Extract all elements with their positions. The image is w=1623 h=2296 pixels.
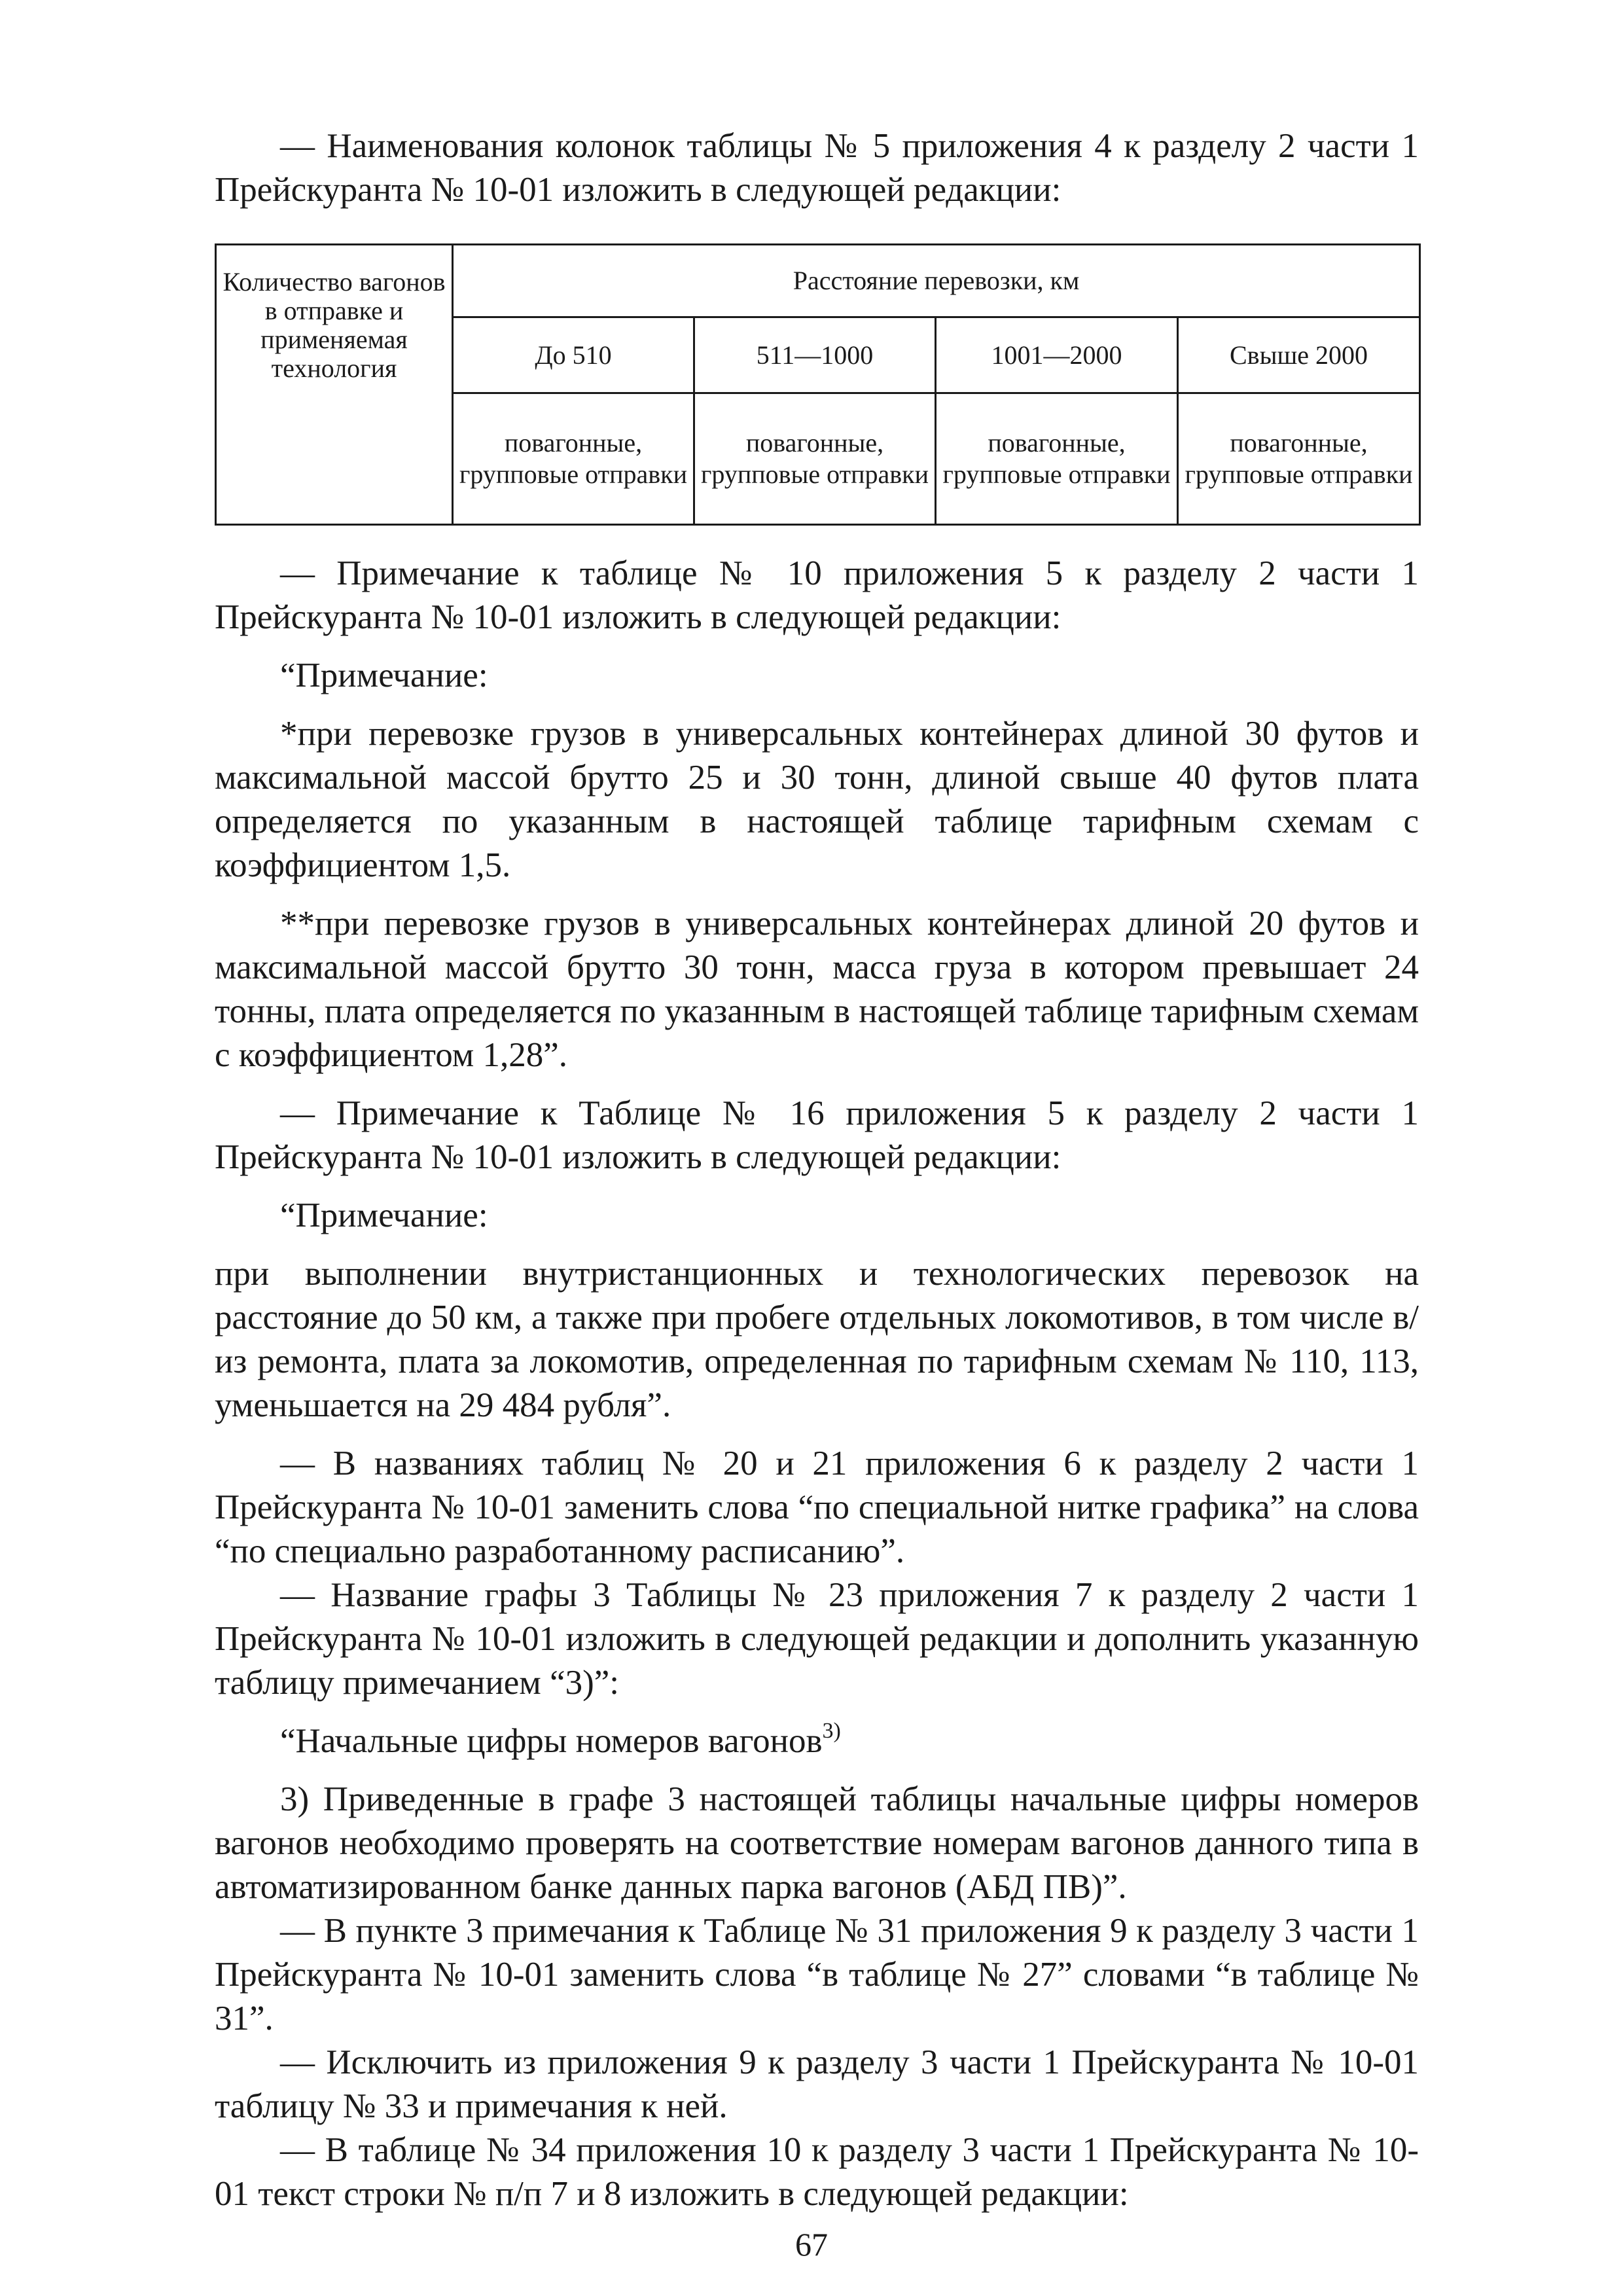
table-shipment-cell: повагонные, групповые отправки: [1178, 393, 1420, 525]
columns-table: [215, 243, 1421, 526]
paragraph-11: [215, 1719, 1419, 1763]
table-shipment-cell: повагонные, групповые отправки: [694, 393, 936, 525]
footnote-mark: 3): [822, 1719, 841, 1743]
table-range-cell: Свыше 2000: [1178, 317, 1420, 393]
paragraph-5: **при перевозке грузов в универсальных контейнерах длиной 20 футов и максимальной массой брутто 30 тонн, масса груза в котором превышает 24 тонны, плата определяется по указанным в настоящей таблице тарифным схемам с коэффициентом 1,28”.: [215, 905, 1419, 1074]
document-page: [215, 124, 1419, 2216]
table-header-wagon-count: Количество вагонов в отправке и применяемая технология: [216, 245, 453, 525]
table-range-cell: До 510: [453, 317, 694, 393]
paragraph-7: “Примечание:: [280, 1196, 488, 1234]
paragraph-1: — Наименования колонок таблицы № 5 приложения 4 к разделу 2 части 1 Прейскуранта № 10-01 изложить в следующей редакции:: [215, 127, 1419, 209]
table-range-cell: 511—1000: [694, 317, 936, 393]
paragraph-8: при выполнении внутристанционных и технологических перевозок на расстояние до 50 км, а также при пробеге отдельных локомотивов, в том числе в/из ремонта, плата за локомотив, определенная по тарифным схемам № 110, 113, уменьшается на 29 484 рубля”.: [215, 1255, 1419, 1424]
page-number: 67: [795, 2226, 828, 2263]
table-shipment-cell: повагонные, групповые отправки: [936, 393, 1178, 525]
paragraph-14: — Исключить из приложения 9 к разделу 3 части 1 Прейскуранта № 10-01 таблицу № 33 и примечания к ней.: [215, 2043, 1419, 2125]
table-range-cell: 1001—2000: [936, 317, 1178, 393]
paragraph-10: — Название графы 3 Таблицы № 23 приложения 7 к разделу 2 части 1 Прейскуранта № 10-01 изложить в следующей редакции и дополнить указанную таблицу примечанием “3)”:: [215, 1576, 1419, 1702]
table-header-distance: Расстояние перевозки, км: [453, 245, 1420, 317]
paragraph-11-text: “Начальные цифры номеров вагонов: [280, 1722, 823, 1760]
paragraph-9: — В названиях таблиц № 20 и 21 приложения 6 к разделу 2 части 1 Прейскуранта № 10-01 заменить слова “по специальной нитке графика” на слова “по специально разработанному расписанию”.: [215, 1444, 1419, 1570]
paragraph-4: *при перевозке грузов в универсальных контейнерах длиной 30 футов и максимальной массой брутто 25 и 30 тонн, длиной свыше 40 футов плата определяется по указанным в настоящей таблице тарифным схемам с коэффициентом 1,5.: [215, 715, 1419, 884]
paragraph-2: — Примечание к таблице № 10 приложения 5 к разделу 2 части 1 Прейскуранта № 10-01 изложить в следующей редакции:: [215, 554, 1419, 636]
paragraph-12: 3) Приведенные в графе 3 настоящей таблицы начальные цифры номеров вагонов необходимо проверять на соответствие номерам вагонов данного типа в автоматизированном банке данных парка вагонов (АБД ПВ)”.: [215, 1780, 1419, 1906]
paragraph-6: — Примечание к Таблице № 16 приложения 5 к разделу 2 части 1 Прейскуранта № 10-01 изложить в следующей редакции:: [215, 1094, 1419, 1176]
paragraph-3: “Примечание:: [280, 656, 488, 694]
paragraph-13: — В пункте 3 примечания к Таблице № 31 приложения 9 к разделу 3 части 1 Прейскуранта № 10-01 заменить слова “в таблице № 27” словами “в таблице № 31”.: [215, 1912, 1419, 2037]
table-shipment-cell: повагонные, групповые отправки: [453, 393, 694, 525]
paragraph-15: — В таблице № 34 приложения 10 к разделу 3 части 1 Прейскуранта № 10-01 текст строки № п/п 7 и 8 изложить в следующей редакции:: [215, 2131, 1419, 2213]
